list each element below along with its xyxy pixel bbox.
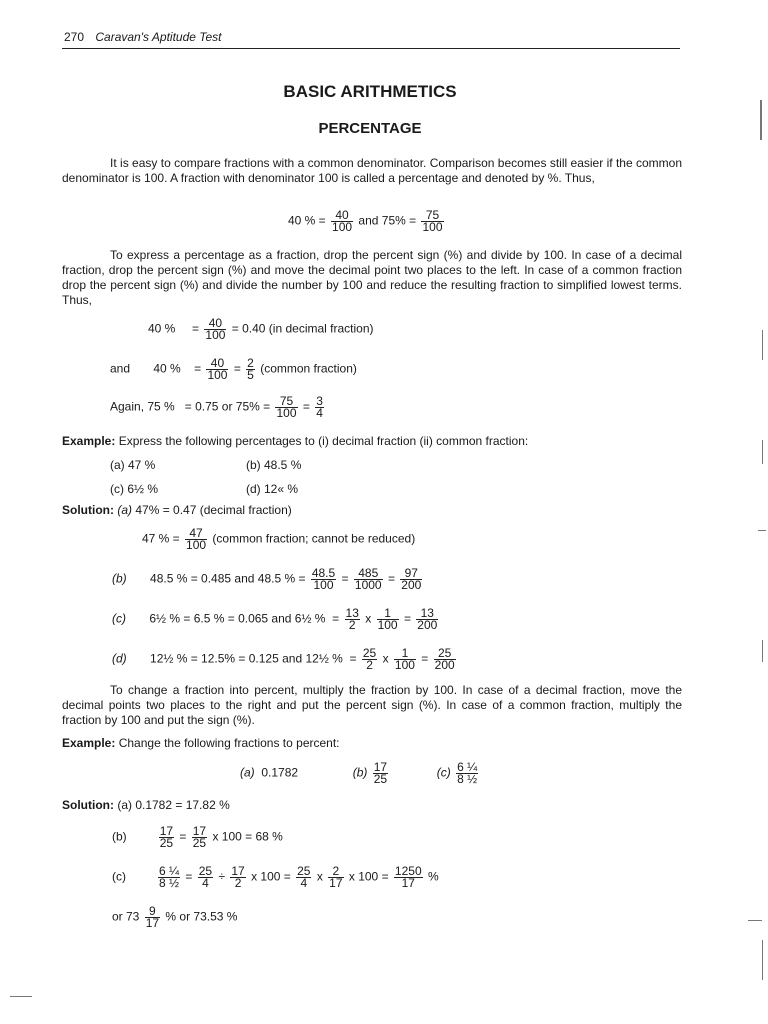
solution1-d: (d) 12½ % = 12.5% = 0.125 and 12½ % = $\frac{25}{2}$ x $\frac{1}{100}$ = $\frac{25}{200}$ (112, 646, 455, 672)
fraction: $\frac{17}{25}$ (192, 824, 207, 850)
intro-paragraph (62, 156, 682, 186)
fraction: $\frac{1}{100}$ (377, 606, 398, 632)
scan-mark (748, 920, 762, 921)
solution2-c: (c) $\frac{\text{6 ¼}}{\text{8 ½}}$ = $\frac{25}{4}$ ÷ $\frac{17}{2}$ x 100 = $\frac{25}{4}$ x $\frac{2}{17}$ x 100 = $\frac{1250}{17}$ % (112, 864, 439, 890)
fraction: $\frac{1}{100}$ (394, 646, 415, 672)
para3-text: To change a fraction into percent, multiply the fraction by 100. In case of a decimal fraction, move the decimal points two places to the right and put the percent sign (%). In case of a common fraction, multiply the fraction by 100 and put the sign (%). (62, 683, 682, 727)
fraction: $\frac{\text{6 ¼}}{\text{8 ½}}$ (159, 864, 180, 890)
header-rule (62, 48, 680, 49)
equation-1 (288, 210, 446, 233)
scan-mark (10, 996, 32, 997)
fraction: $\frac{75}{100}$ (276, 394, 297, 420)
fraction: $\frac{17}{25}$ (159, 824, 174, 850)
fraction: $\frac{40}{100}$ (332, 208, 353, 234)
para2-text: To express a percentage as a fraction, drop the percent sign (%) and divide by 100. In case of a decimal fraction, drop the percent sign (%) and move the decimal point two places to the left. In case of a common fraction drop the percent sign (%) and divide the number by 100 and reduce the resulting fraction to simplified lowest terms. Thus, (62, 248, 682, 307)
intro-text: It is easy to compare fractions with a common denominator. Comparison becomes still easier if the common denominator is 100. A fraction with denominator 100 is called a percentage and denoted by %. Thus, (62, 156, 682, 185)
fraction: $\frac{2}{5}$ (247, 356, 254, 382)
fraction: $\frac{97}{200}$ (401, 566, 422, 592)
equation-4: Again, 75 % = 0.75 or 75% = $\frac{75}{100}$ = $\frac{3}{4}$ (110, 394, 323, 420)
scan-mark (758, 530, 766, 531)
section-title: PERCENTAGE (318, 120, 422, 137)
example-2: Example: Change the following fractions to percent: (62, 736, 340, 750)
fraction: $\frac{75}{100}$ (422, 208, 443, 234)
solution1-b: (b) 48.5 % = 0.485 and 48.5 % = $\frac{48.5}{100}$ = $\frac{485}{1000}$ = $\frac{97}{200}$ (112, 566, 422, 592)
example-1: Example: Express the following percentages to (i) decimal fraction (ii) common fraction: (62, 434, 529, 448)
page-number: 270 (64, 30, 85, 44)
eq1-mid: and 75% = (358, 213, 417, 228)
solution2-b: (b) $\frac{17}{25}$ = $\frac{17}{25}$ x 100 = 68 % (112, 824, 283, 850)
fraction: $\frac{13}{2}$ (345, 606, 359, 632)
fraction-to-percent-paragraph (62, 683, 682, 728)
fraction: $\frac{40}{100}$ (207, 356, 228, 382)
book-title: Caravan's Aptitude Test (95, 30, 222, 44)
fraction: $\frac{9}{17}$ (145, 904, 160, 930)
scan-mark (762, 330, 763, 360)
fraction: $\frac{40}{100}$ (205, 316, 226, 342)
solution1-a2: 47 % = $\frac{47}{100}$ (common fraction; cannot be reduced) (142, 526, 416, 552)
fraction: $\frac{485}{1000}$ (354, 566, 382, 592)
fraction: $\frac{47}{100}$ (186, 526, 207, 552)
fraction: $\frac{17}{2}$ (231, 864, 245, 890)
fraction: $\frac{13}{200}$ (417, 606, 438, 632)
running-header (64, 30, 222, 44)
example1-c: (c) 6½ % (110, 482, 159, 496)
eq1-lhs: 40 % = (288, 213, 326, 228)
example1-a: (a) 47 % (110, 458, 156, 472)
equation-2: 40 % = $\frac{40}{100}$ = 0.40 (in decimal fraction) (148, 316, 374, 342)
fraction: $\frac{25}{200}$ (434, 646, 455, 672)
fraction: $\frac{1250}{17}$ (394, 864, 422, 890)
fraction: $\frac{3}{4}$ (316, 394, 323, 420)
scan-mark (760, 100, 762, 140)
solution-1: Solution: (a) 47% = 0.47 (decimal fraction) (62, 503, 292, 517)
fraction: $\frac{\text{6 ¼}}{\text{8 ½}}$ (457, 760, 478, 786)
example2-items: (a) 0.1782 (b) $\frac{17}{25}$ (c) $\frac{\text{6 ¼}}{\text{8 ½}}$ (240, 760, 478, 786)
fraction: $\frac{25}{4}$ (198, 864, 213, 890)
fraction: $\frac{2}{17}$ (329, 864, 343, 890)
solution2-or: or 73 $\frac{9}{17}$ % or 73.53 % (112, 904, 238, 930)
example1-b: (b) 48.5 % (246, 458, 302, 472)
solution1-c: (c) 6½ % = 6.5 % = 0.065 and 6½ % = $\frac{13}{2}$ x $\frac{1}{100}$ = $\frac{13}{200}$ (112, 606, 438, 632)
percentage-to-fraction-paragraph (62, 248, 682, 308)
fraction: $\frac{25}{2}$ (362, 646, 377, 672)
solution-2: Solution: (a) 0.1782 = 17.82 % (62, 798, 230, 812)
equation-3: and 40 % = $\frac{40}{100}$ = $\frac{2}{5}$ (common fraction) (110, 356, 357, 382)
fraction: $\frac{48.5}{100}$ (311, 566, 336, 592)
scan-mark (762, 440, 763, 464)
example1-d: (d) 12« % (246, 482, 299, 496)
fraction: $\frac{17}{25}$ (373, 760, 388, 786)
chapter-title: BASIC ARITHMETICS (283, 82, 457, 101)
scan-mark (762, 640, 763, 662)
fraction: $\frac{25}{4}$ (297, 864, 311, 890)
scan-mark (762, 940, 763, 980)
